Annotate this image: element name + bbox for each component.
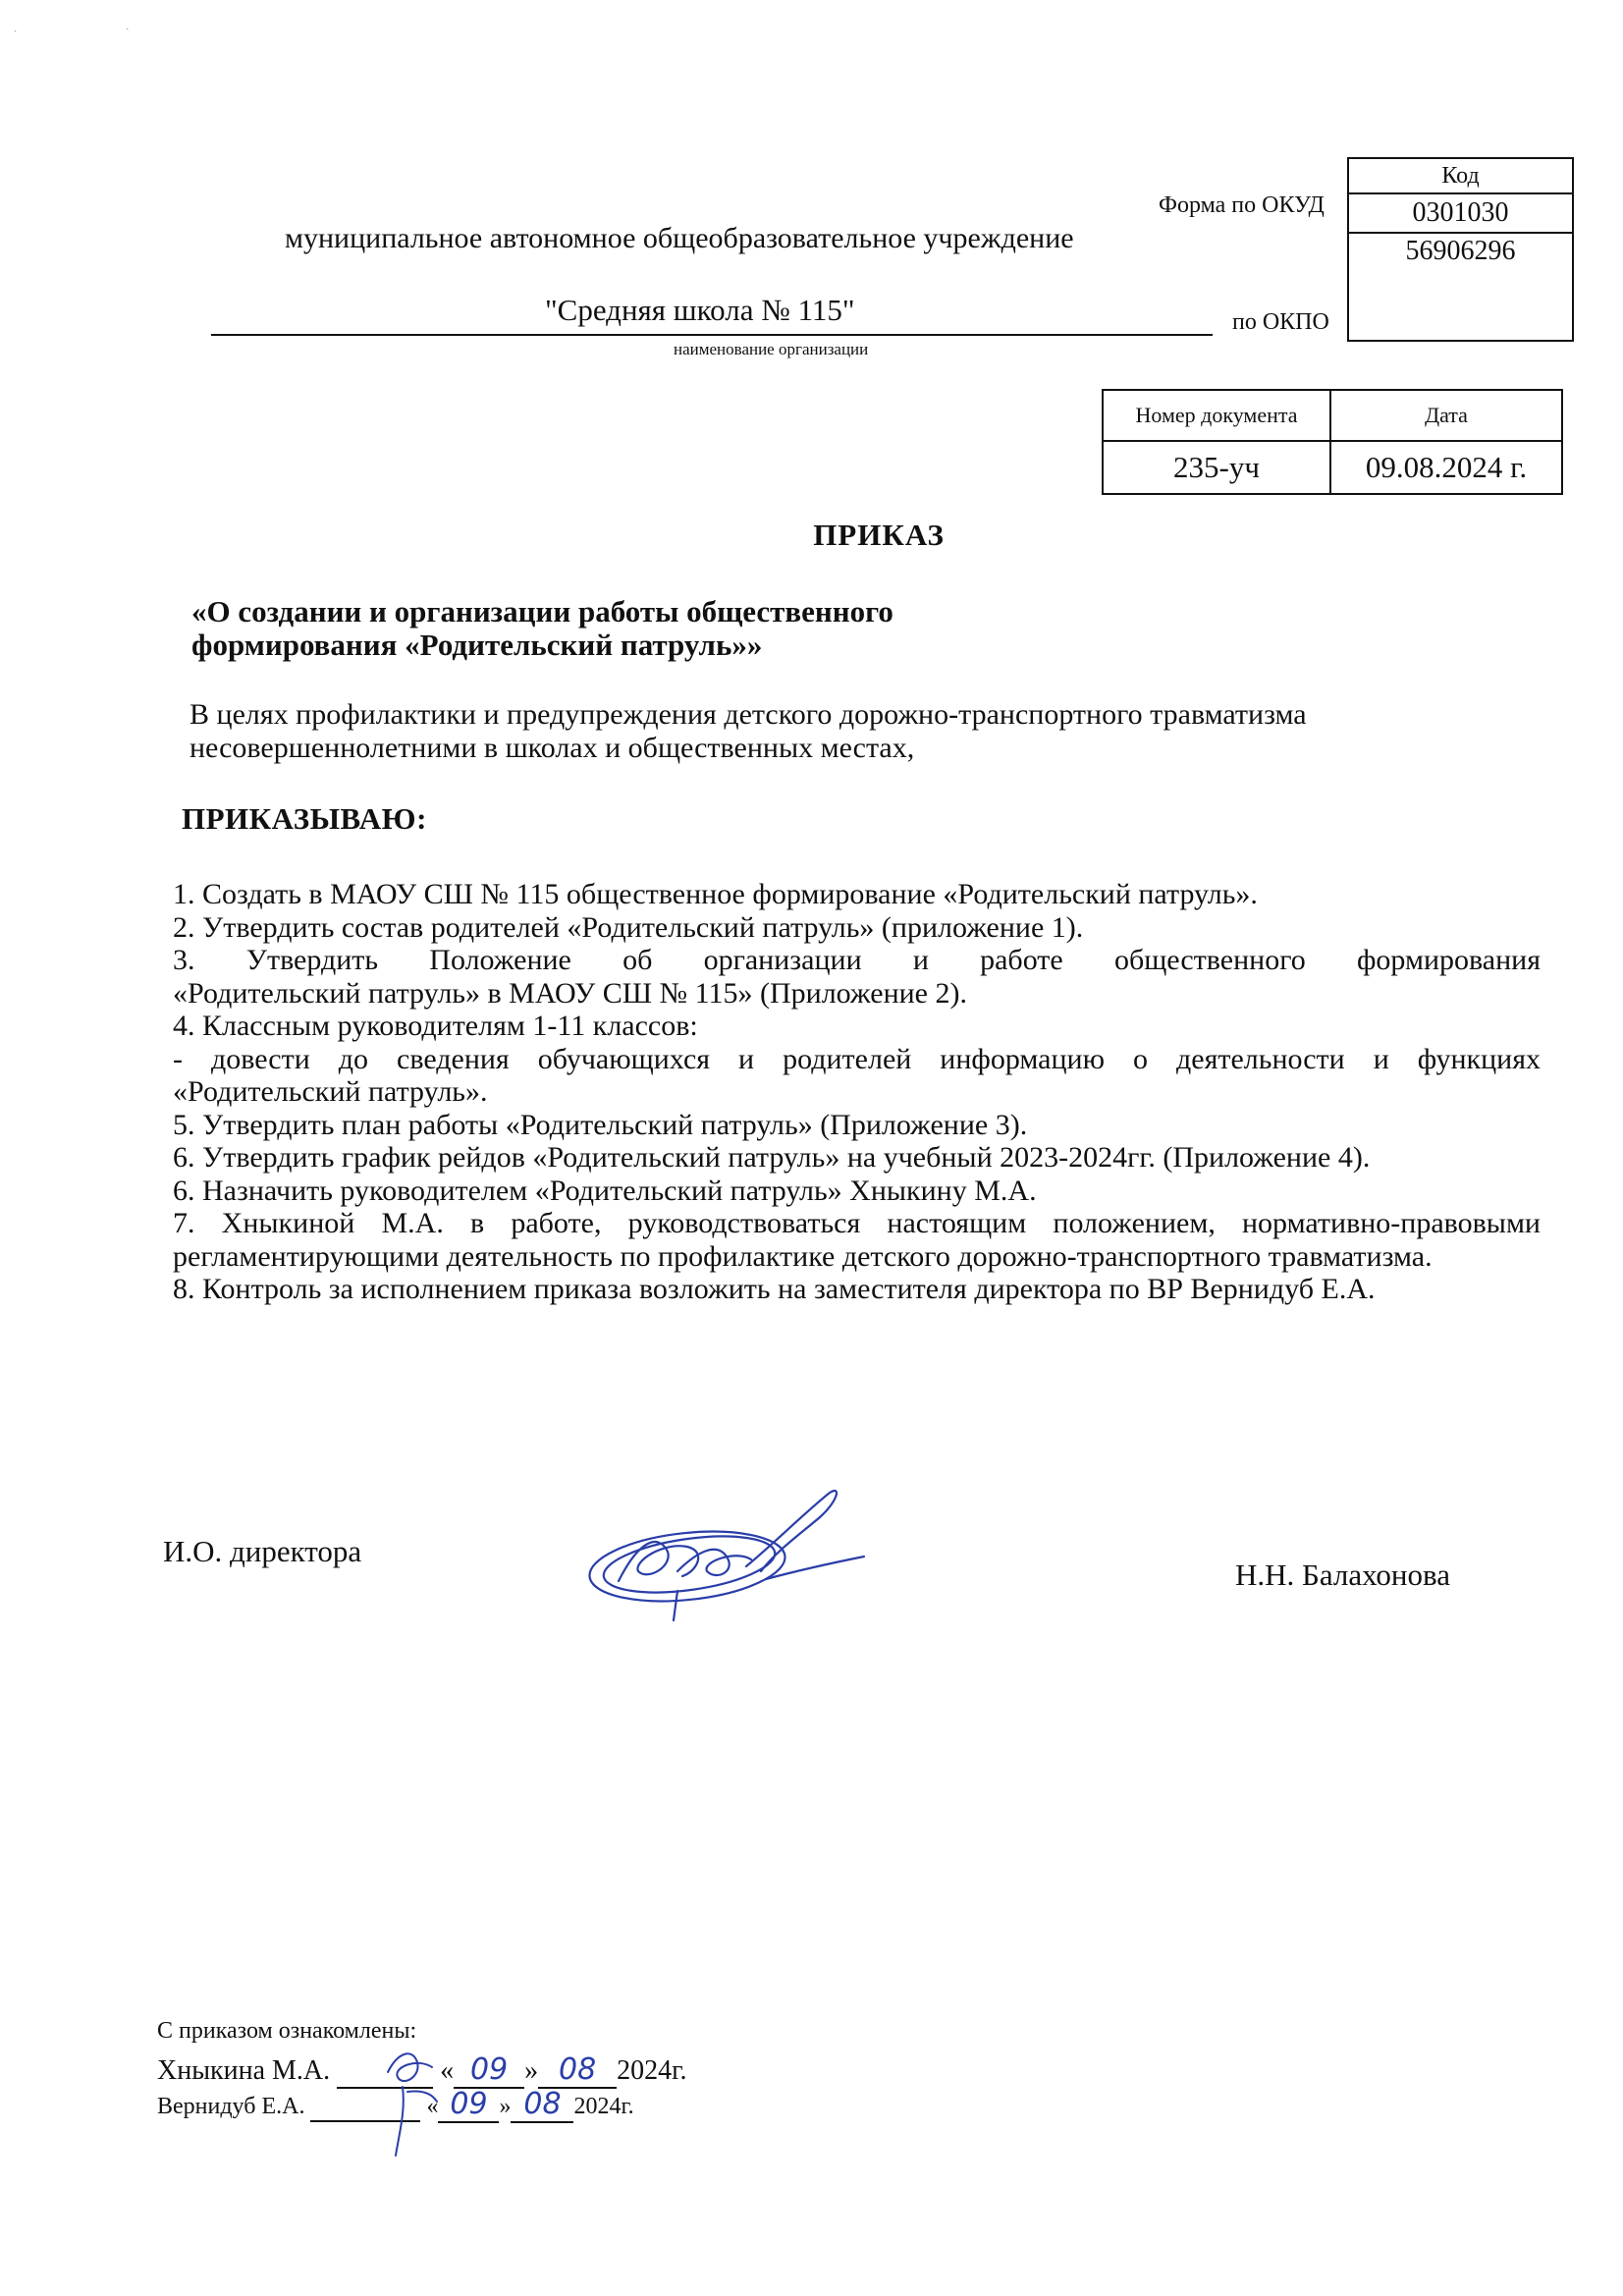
- acknowledgement-signature-image: [378, 2033, 447, 2160]
- signatory-name: Н.Н. Балахонова: [1235, 1558, 1450, 1592]
- scan-mark: ˎ: [126, 20, 130, 30]
- order-item: 7. Хныкиной М.А. в работе, руководствоваться настоящим положением, нормативно-правовыми: [173, 1207, 1541, 1239]
- scan-mark: ˎ: [14, 22, 18, 32]
- order-item: 4. Классным руководителям 1-11 классов:: [173, 1010, 698, 1042]
- order-item: «Родительский патруль».: [173, 1075, 488, 1108]
- order-item: регламентирующими деятельность по профилактике детского дорожно-транспортного травматизма.: [173, 1239, 1433, 1273]
- organization-underline: [211, 334, 1213, 336]
- okud-label: Форма по ОКУД: [1159, 192, 1325, 218]
- order-purpose: [189, 698, 1564, 765]
- okpo-code: 56906296: [1348, 233, 1573, 341]
- order-purpose-line: несовершеннолетними в школах и общественных местах,: [189, 732, 915, 764]
- signatory-role: И.О. директора: [163, 1534, 362, 1568]
- ack-month: 08: [538, 2052, 617, 2089]
- open-quote: «: [440, 2055, 455, 2086]
- order-item: 6. Назначить руководителем «Родительский патруль» Хныкину М.А.: [173, 1174, 1037, 1207]
- order-purpose-line: В целях профилактики и предупреждения детского дорожно-транспортного травматизма: [189, 698, 1307, 731]
- ack-day: 09: [438, 2087, 499, 2123]
- order-items: [173, 878, 1541, 1306]
- acknowledger-name: Хныкина М.А.: [157, 2055, 331, 2086]
- document-date: 09.08.2024 г.: [1330, 441, 1562, 494]
- order-item: 1. Создать в МАОУ СШ № 115 общественное формирование «Родительский патруль».: [173, 878, 1258, 910]
- document-date-label: Дата: [1330, 390, 1562, 441]
- order-item: 6. Утвердить график рейдов «Родительский патруль» на учебный 2023-2024гг. (Приложение 4).: [173, 1141, 1371, 1174]
- document-number-label: Номер документа: [1103, 390, 1330, 441]
- ack-month: 08: [511, 2087, 573, 2123]
- order-subject: [191, 595, 1075, 662]
- ack-year: 2024г.: [573, 2094, 634, 2119]
- ack-year: 2024г.: [617, 2055, 687, 2086]
- order-item: «Родительский патруль» в МАОУ СШ № 115» (Приложение 2).: [173, 976, 967, 1010]
- acknowledger-name: Вернидуб Е.А.: [157, 2094, 305, 2119]
- code-header: Код: [1348, 158, 1573, 193]
- organization-type: муниципальное автономное общеобразовательное учреждение: [285, 222, 1074, 254]
- document-number: 235-уч: [1103, 441, 1330, 494]
- order-subject-line: формирования «Родительский патруль»»: [191, 628, 763, 662]
- acknowledgement-title: С приказом ознакомлены:: [157, 2018, 417, 2044]
- order-subject-line: «О создании и организации работы общественного: [191, 594, 893, 629]
- document-table: [1102, 389, 1563, 495]
- close-quote: »: [499, 2094, 512, 2119]
- order-item: 3. Утвердить Положение об организации и работе общественного формирования: [173, 944, 1541, 976]
- order-title: ПРИКАЗ: [813, 518, 945, 552]
- director-signature-image: [579, 1473, 874, 1640]
- decree-heading: ПРИКАЗЫВАЮ:: [182, 801, 427, 836]
- okud-code: 0301030: [1348, 193, 1573, 233]
- organization-name: "Средняя школа № 115": [545, 293, 855, 327]
- order-item: 8. Контроль за исполнением приказа возложить на заместителя директора по ВР Вернидуб Е.А.: [173, 1273, 1376, 1305]
- order-item: 5. Утвердить план работы «Родительский патруль» (Приложение 3).: [173, 1108, 1028, 1141]
- ack-day: 09: [454, 2052, 524, 2089]
- okpo-label: по ОКПО: [1232, 309, 1329, 335]
- order-item: - довести до сведения обучающихся и родителей информацию о деятельности и функциях: [173, 1042, 1541, 1075]
- open-quote: «: [426, 2094, 439, 2119]
- order-item: 2. Утвердить состав родителей «Родительский патруль» (приложение 1).: [173, 910, 1084, 944]
- close-quote: »: [524, 2055, 539, 2086]
- organization-caption: наименование организации: [674, 340, 869, 358]
- code-table: [1347, 157, 1574, 342]
